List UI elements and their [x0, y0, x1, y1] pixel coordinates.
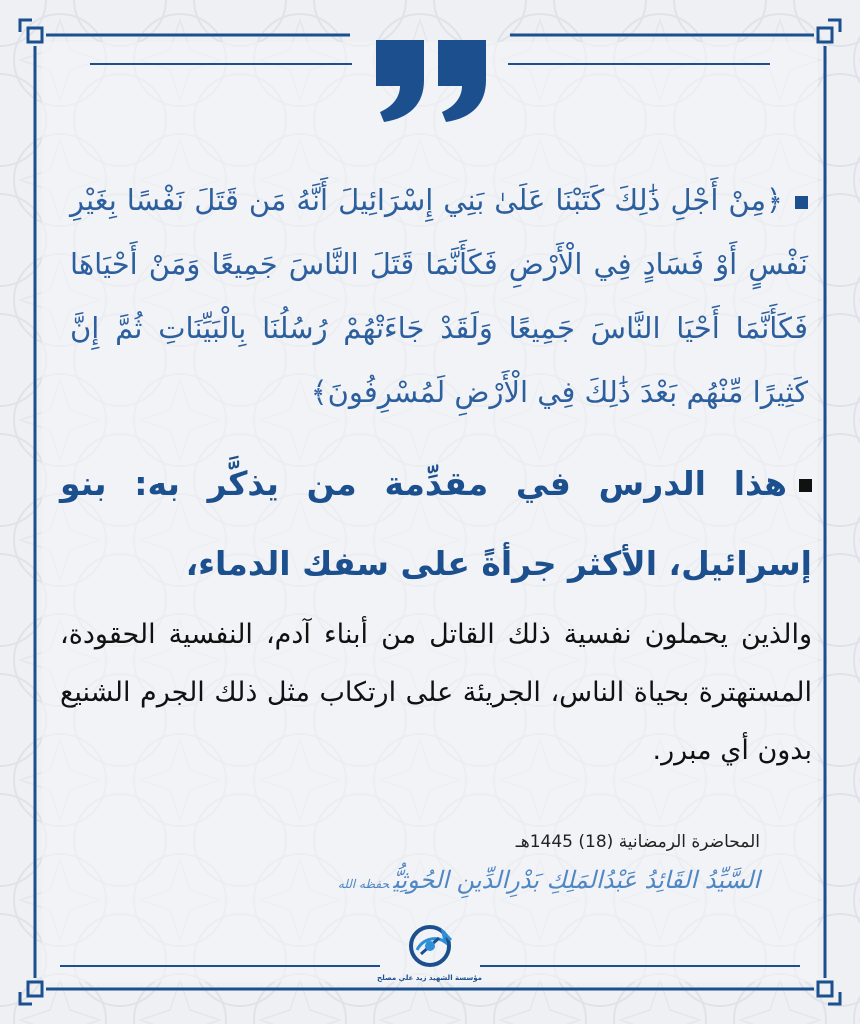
lesson-heading [60, 444, 812, 604]
bullet-square-icon [795, 196, 808, 209]
lesson-body: والذين يحملون نفسية ذلك القاتل من أبناء آدم، النفسية الحقودة، المستهترة بحياة الناس، الجريئة على ارتكاب مثل ذلك الجرم الشنيع بدون أي مبرر. [60, 619, 812, 766]
speaker-signature [338, 866, 760, 894]
lesson-heading-text: هذا الدرس في مقدِّمة من يذكَّر به: بنو إسرائيل، الأكثر جرأةً على سفك الدماء، [60, 464, 812, 583]
logo-caption: مؤسسة الشهيد زيد علي مصلح [377, 974, 482, 982]
foundation-logo-icon [407, 924, 453, 968]
verse-text: ﴿مِنْ أَجْلِ ذَٰلِكَ كَتَبْنَا عَلَىٰ بَنِي إِسْرَائِيلَ أَنَّهُ مَن قَتَلَ نَفْسًا بِغَيْرِ نَفْسٍ أَوْ فَسَادٍ فِي الْأَرْضِ فَكَأَنَّمَا قَتَلَ النَّاسَ جَمِيعًا وَمَنْ أَحْيَاهَا فَكَأَنَّمَا أَحْيَا النَّاسَ جَمِيعًا وَلَقَدْ جَاءَتْهُمْ رُسُلُنَا بِالْبَيِّنَاتِ ثُمَّ إِنَّ كَثِيرًا مِّنْهُم بَعْدَ ذَٰلِكَ فِي الْأَرْضِ لَمُسْرِفُونَ﴾ [70, 183, 808, 409]
foundation-logo [377, 924, 482, 982]
bullet-square-icon [799, 479, 812, 492]
signature-suffix: حفظه الله [337, 877, 390, 891]
closing-quote-icon [372, 38, 492, 122]
signature-name: السَّيِّدُ القَائِدُ عَبْدُالمَلِكِ بَدْرِالدِّينِ الحُوثِيُّ [393, 866, 760, 894]
lecture-source: المحاضرة الرمضانية (18) 1445هـ [515, 832, 760, 852]
quran-verse [70, 168, 808, 424]
